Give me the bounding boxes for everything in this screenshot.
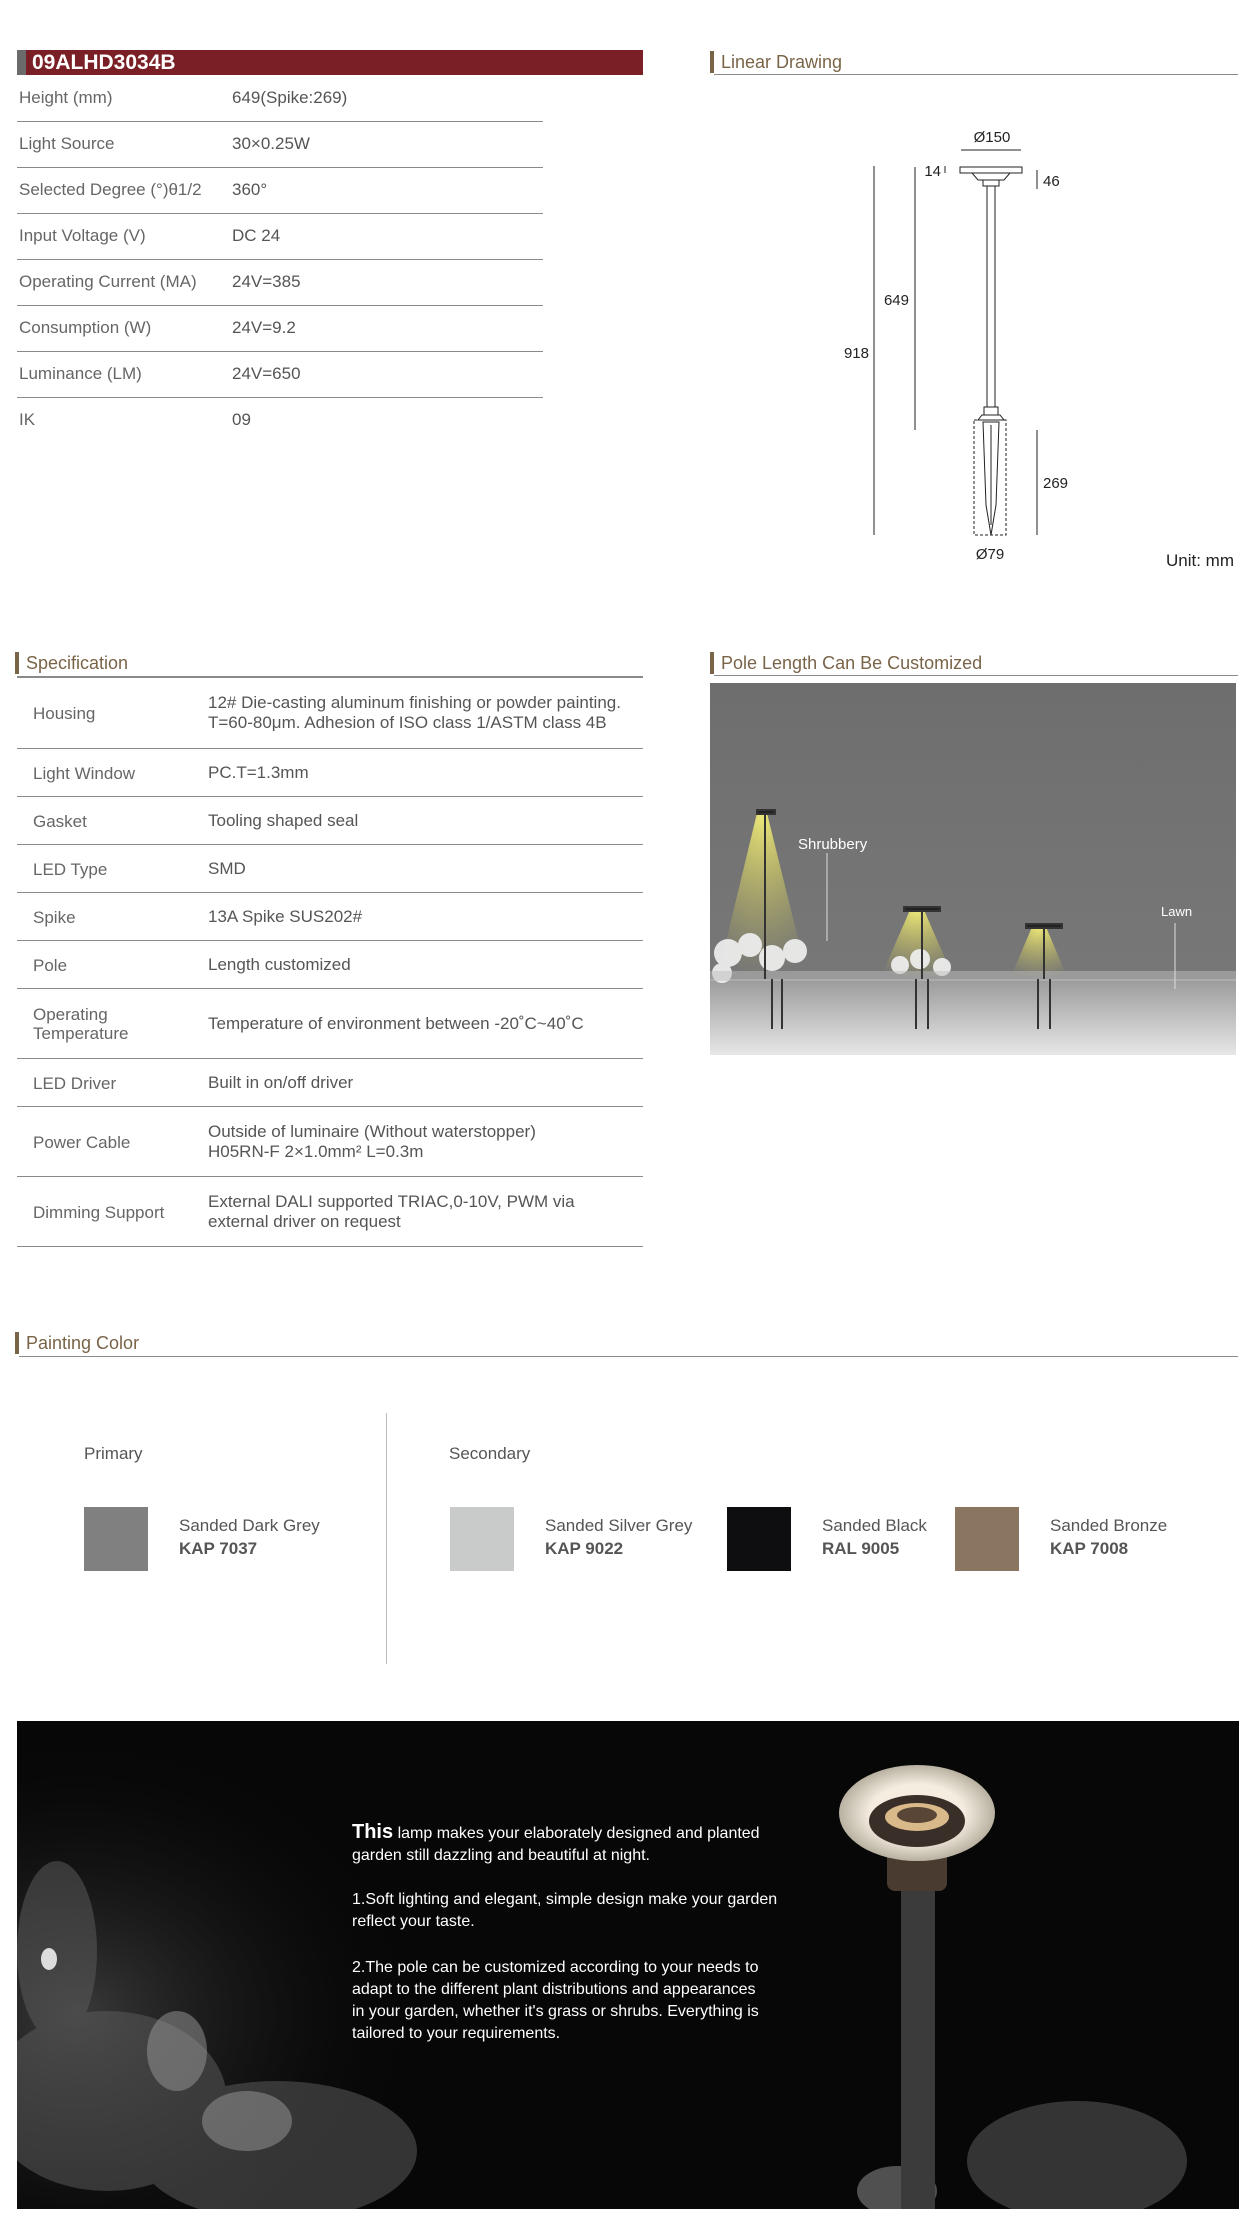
- spec-row: [17, 1177, 643, 1247]
- param-value: 24V=650: [232, 364, 301, 383]
- color-code: KAP 7008: [1050, 1539, 1129, 1558]
- pole-length-header: [710, 652, 982, 674]
- color-code: RAL 9005: [822, 1539, 900, 1558]
- pole-illustration: [710, 683, 1236, 1055]
- color-code: KAP 9022: [545, 1539, 624, 1558]
- color-name: Sanded Dark Grey: [179, 1516, 320, 1535]
- spec-key: LED Driver: [33, 1074, 117, 1093]
- banner-p1-rest: lamp makes your elaborately designed and planted: [393, 1825, 760, 1842]
- dim-cap-height: 46: [1043, 173, 1060, 190]
- spec-value-line: 12# Die-casting aluminum finishing or powder painting.: [208, 693, 621, 712]
- param-row: [17, 260, 543, 306]
- spec-row: [17, 1059, 643, 1107]
- color-name: Sanded Bronze: [1050, 1516, 1168, 1535]
- spec-value: [208, 907, 362, 927]
- dim-top-diameter: Ø150: [973, 129, 1011, 146]
- spec-key: Power Cable: [33, 1133, 131, 1152]
- spec-row: [17, 989, 643, 1059]
- spec-value: [208, 1122, 536, 1162]
- spec-value-line: External DALI supported TRIAC,0-10V, PWM via: [208, 1192, 575, 1211]
- banner-p3-line: tailored to your requirements.: [352, 2025, 561, 2042]
- secondary-label: Secondary: [449, 1444, 531, 1463]
- param-key: Input Voltage (V): [19, 226, 146, 245]
- spec-key-line: Temperature: [33, 1024, 129, 1043]
- spec-value: [208, 859, 246, 879]
- param-row: [17, 352, 543, 398]
- spec-key-line: Operating: [33, 1005, 108, 1024]
- param-value: 30×0.25W: [232, 134, 310, 153]
- param-key: IK: [19, 410, 36, 429]
- color-swatch: [727, 1507, 791, 1571]
- spec-value: [208, 811, 358, 831]
- painting-color-header: [15, 1332, 139, 1354]
- param-value: 360°: [232, 180, 268, 199]
- spec-value-line: T=60-80μm. Adhesion of ISO class 1/ASTM class 4B: [208, 713, 607, 732]
- spec-value-line: H05RN-F 2×1.0mm² L=0.3m: [208, 1142, 424, 1161]
- banner-paragraph-3: [352, 1957, 832, 2045]
- banner-lead-word: This: [352, 1821, 394, 1843]
- spec-value-line: Tooling shaped seal: [208, 811, 359, 830]
- color-name: Sanded Black: [822, 1516, 927, 1535]
- banner-p3-line: adapt to the different plant distributions and appearances: [352, 1981, 756, 1998]
- param-row: [17, 398, 543, 444]
- dim-spike-height: 269: [1043, 475, 1069, 492]
- painting-color-title: Painting Color: [26, 1333, 140, 1353]
- spec-value-line: Outside of luminaire (Without waterstopper): [208, 1122, 536, 1141]
- param-key: Operating Current (MA): [19, 272, 197, 291]
- param-row: [17, 214, 543, 260]
- param-row: [17, 122, 543, 168]
- dim-spike-diameter: Ø79: [975, 546, 1005, 563]
- unit-label: Unit: mm: [1166, 551, 1234, 570]
- spec-value-line: external driver on request: [208, 1212, 401, 1231]
- spec-value: [208, 955, 351, 975]
- color-swatch: [84, 1507, 148, 1571]
- param-value: 09: [232, 410, 251, 429]
- param-value: 649(Spike:269): [232, 88, 348, 107]
- param-value: 24V=385: [232, 272, 301, 291]
- spec-value: [208, 1014, 584, 1034]
- lawn-label: Lawn: [1161, 904, 1193, 919]
- banner-p1-line2: garden still dazzling and beautiful at night.: [352, 1847, 650, 1864]
- spec-key: LED Type: [33, 860, 108, 879]
- linear-drawing-header: [710, 51, 842, 73]
- promo-banner: [17, 1721, 1239, 2209]
- param-row: [17, 168, 543, 214]
- param-key: Height (mm): [19, 88, 113, 107]
- color-swatch: [955, 1507, 1019, 1571]
- specification-header: [15, 652, 128, 674]
- spec-row: [17, 749, 643, 797]
- color-code: KAP 7037: [179, 1539, 258, 1558]
- spec-row: [17, 1107, 643, 1177]
- pole-length-title: Pole Length Can Be Customized: [721, 653, 983, 673]
- param-key: Luminance (LM): [19, 364, 142, 383]
- dim-top-gap: 14: [924, 163, 941, 180]
- banner-paragraph-1: [352, 1821, 822, 1867]
- product-code-bar: [17, 50, 643, 75]
- param-row: [17, 76, 543, 122]
- spec-value-line: Built in on/off driver: [208, 1073, 354, 1092]
- spec-value-line: 13A Spike SUS202#: [208, 907, 363, 926]
- color-name: Sanded Silver Grey: [545, 1516, 693, 1535]
- spec-value-line: SMD: [208, 859, 246, 878]
- banner-p2-line: reflect your taste.: [352, 1913, 475, 1930]
- dim-total-height: 918: [843, 345, 869, 362]
- param-key: Light Source: [19, 134, 115, 153]
- banner-p3-line: 2.The pole can be customized according to your needs to: [352, 1959, 759, 1976]
- spec-key: Gasket: [33, 812, 87, 831]
- param-key: Consumption (W): [19, 318, 152, 337]
- banner-p2-line: 1.Soft lighting and elegant, simple design make your garden: [352, 1891, 778, 1908]
- divider: [19, 1356, 1238, 1357]
- param-value: 24V=9.2: [232, 318, 296, 337]
- spec-key: [33, 1005, 128, 1043]
- spec-value: [208, 1073, 353, 1093]
- product-code: 09ALHD3034B: [32, 51, 176, 74]
- dim-pole-height: 649: [883, 292, 909, 309]
- paint-divider: [386, 1413, 387, 1664]
- shrubbery-label: Shrubbery: [798, 836, 868, 853]
- spec-key: Pole: [33, 956, 68, 975]
- spec-value: [208, 693, 621, 733]
- spec-key: Light Window: [33, 764, 136, 783]
- spec-row: [17, 797, 643, 845]
- spec-value: [208, 1192, 575, 1232]
- spec-value-line: Length customized: [208, 955, 351, 974]
- spec-key: Dimming Support: [33, 1203, 165, 1222]
- spec-value-line: PC.T=1.3mm: [208, 763, 309, 782]
- specification-title: Specification: [26, 653, 129, 673]
- spec-row: [17, 845, 643, 893]
- divider: [714, 675, 1238, 676]
- banner-paragraph-2: [352, 1889, 832, 1933]
- banner-p3-line: in your garden, whether it's grass or shrubs. Everything is: [352, 2003, 759, 2020]
- spec-key: Housing: [33, 704, 96, 723]
- spec-value: [208, 763, 309, 783]
- divider: [714, 74, 1238, 75]
- primary-label: Primary: [84, 1444, 143, 1463]
- param-key: Selected Degree (°)θ1/2: [19, 180, 202, 199]
- linear-drawing-title: Linear Drawing: [721, 52, 843, 72]
- linear-drawing: [840, 120, 1080, 580]
- spec-value-line: Temperature of environment between -20˚C~40˚C: [208, 1014, 584, 1033]
- param-value: DC 24: [232, 226, 281, 245]
- spec-row: [17, 677, 643, 749]
- spec-key: Spike: [33, 908, 76, 927]
- param-row: [17, 306, 543, 352]
- spec-row: [17, 893, 643, 941]
- spec-row: [17, 941, 643, 989]
- color-swatch: [450, 1507, 514, 1571]
